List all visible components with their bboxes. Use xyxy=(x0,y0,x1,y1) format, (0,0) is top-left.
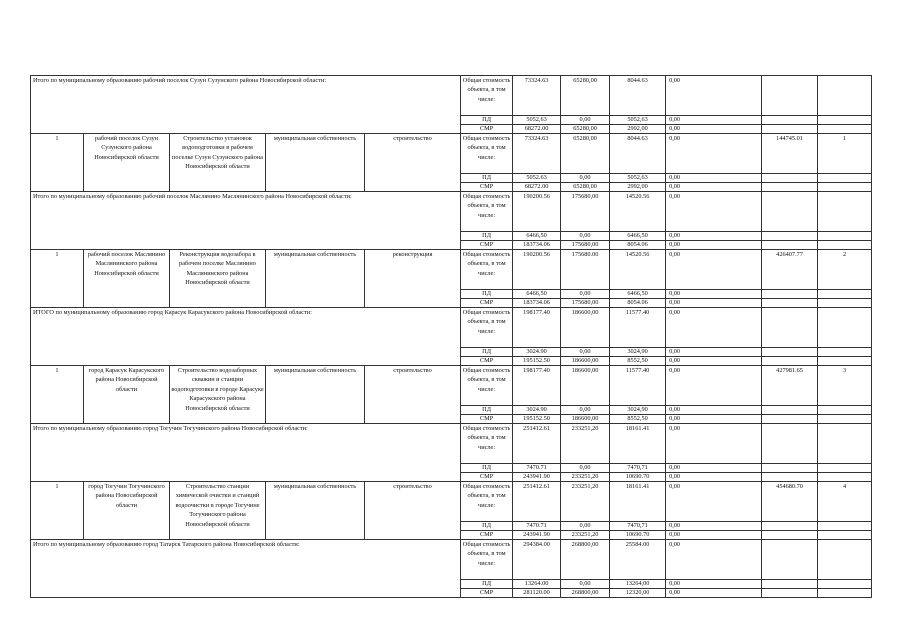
local-value: 0,00 xyxy=(666,464,762,473)
total-cost-value: 68272.00 xyxy=(513,183,561,192)
row-number: 1 xyxy=(31,134,84,192)
empty-cell xyxy=(818,406,872,415)
cost-type-label: ПД xyxy=(461,232,513,241)
empty-cell xyxy=(818,540,872,580)
regional-value: 8054.06 xyxy=(610,241,666,250)
cost-type-label: ПД xyxy=(461,522,513,531)
empty-cell xyxy=(762,116,818,125)
empty-cell xyxy=(818,183,872,192)
empty-cell xyxy=(818,464,872,473)
federal-value: 65280,00 xyxy=(561,125,610,134)
total-cost-value: 251412.61 xyxy=(513,424,561,464)
local-value: 0,00 xyxy=(666,125,762,134)
local-value: 0,00 xyxy=(666,232,762,241)
local-value: 0,00 xyxy=(666,308,762,348)
federal-value: 0,00 xyxy=(561,406,610,415)
local-value: 0,00 xyxy=(666,531,762,540)
local-value: 0,00 xyxy=(666,482,762,522)
row-number: 1 xyxy=(31,250,84,308)
empty-cell xyxy=(818,241,872,250)
work-type: реконструкция xyxy=(365,250,461,308)
empty-cell xyxy=(762,290,818,299)
cost-type-label: Общая стоимость объекта, в том числе: xyxy=(461,250,513,290)
local-value: 0,00 xyxy=(666,116,762,125)
local-value: 0,00 xyxy=(666,76,762,116)
cost-type-label: СМР xyxy=(461,125,513,134)
local-value: 0,00 xyxy=(666,366,762,406)
regional-value: 8552,50 xyxy=(610,415,666,424)
total-cost-value: 251412.61 xyxy=(513,482,561,522)
empty-cell xyxy=(818,308,872,348)
empty-cell xyxy=(818,192,872,232)
total-cost-value: 183734.06 xyxy=(513,299,561,308)
empty-cell xyxy=(762,406,818,415)
empty-cell xyxy=(762,299,818,308)
federal-value: 175680,00 xyxy=(561,192,610,232)
empty-cell xyxy=(818,125,872,134)
regional-value: 8044.63 xyxy=(610,134,666,174)
total-cost-value: 3024.90 xyxy=(513,348,561,357)
total-cost-value: 294384.00 xyxy=(513,540,561,580)
empty-cell xyxy=(818,348,872,357)
total-cost-value: 73324.63 xyxy=(513,76,561,116)
total-row xyxy=(31,540,872,580)
total-cost-value: 198177.40 xyxy=(513,308,561,348)
cost-type-label: ПД xyxy=(461,290,513,299)
local-value: 0,00 xyxy=(666,589,762,598)
total-cost-value: 195152.50 xyxy=(513,415,561,424)
regional-value: 8044.63 xyxy=(610,76,666,116)
empty-cell xyxy=(818,232,872,241)
object-description: Строительство установок водоподготовки в рабочем поселке Сузун Сузунского района Новосибирской области xyxy=(170,134,266,192)
work-type: строительство xyxy=(365,366,461,424)
regional-value: 25584.00 xyxy=(610,540,666,580)
object-description: Строительство станции химической очистки и станций водоочистки в городе Тогучине Тогучинского района Новосибирской области xyxy=(170,482,266,540)
row-number: 1 xyxy=(31,366,84,424)
empty-cell xyxy=(762,76,818,116)
object-row xyxy=(31,250,872,290)
regional-value: 6466,50 xyxy=(610,232,666,241)
cost-type-label: ПД xyxy=(461,174,513,183)
priority-order: 3 xyxy=(818,366,872,406)
local-value: 0,00 xyxy=(666,348,762,357)
federal-value: 233251,20 xyxy=(561,531,610,540)
regional-value: 10690.70 xyxy=(610,473,666,482)
municipal-total-label: Итого по муниципальному образованию рабочий поселок Сузун Сузунского района Новосибирской области: xyxy=(31,76,461,134)
total-cost-value: 183734.06 xyxy=(513,241,561,250)
capacity-value: 427981.65 xyxy=(762,366,818,406)
regional-value: 7470,71 xyxy=(610,522,666,531)
regional-value: 5052,63 xyxy=(610,116,666,125)
empty-cell xyxy=(818,299,872,308)
total-cost-value: 13264.00 xyxy=(513,580,561,589)
local-value: 0,00 xyxy=(666,473,762,482)
cost-type-label: Общая стоимость объекта, в том числе: xyxy=(461,308,513,348)
local-value: 0,00 xyxy=(666,357,762,366)
federal-value: 65280,00 xyxy=(561,134,610,174)
empty-cell xyxy=(818,473,872,482)
cost-type-label: СМР xyxy=(461,241,513,250)
cost-type-label: ПД xyxy=(461,116,513,125)
federal-value: 186600,00 xyxy=(561,357,610,366)
federal-value: 268800,00 xyxy=(561,540,610,580)
capacity-value: 454680.70 xyxy=(762,482,818,522)
total-cost-value: 73324.63 xyxy=(513,134,561,174)
empty-cell xyxy=(818,76,872,116)
work-type: строительство xyxy=(365,482,461,540)
total-cost-value: 190200.56 xyxy=(513,192,561,232)
regional-value: 8054.06 xyxy=(610,299,666,308)
federal-value: 175680,00 xyxy=(561,241,610,250)
empty-cell xyxy=(762,125,818,134)
federal-value: 268800,00 xyxy=(561,589,610,598)
total-cost-value: 190200.56 xyxy=(513,250,561,290)
local-value: 0,00 xyxy=(666,406,762,415)
total-cost-value: 7470.71 xyxy=(513,522,561,531)
regional-value: 14520.56 xyxy=(610,192,666,232)
regional-value: 14520.56 xyxy=(610,250,666,290)
cost-type-label: Общая стоимость объекта, в том числе: xyxy=(461,192,513,232)
table-body xyxy=(31,76,872,598)
regional-value: 8552,50 xyxy=(610,357,666,366)
federal-value: 0,00 xyxy=(561,580,610,589)
regional-value: 11577.40 xyxy=(610,308,666,348)
empty-cell xyxy=(762,589,818,598)
municipal-total-label: ИТОГО по муниципальному образованию город Карасук Карасукского района Новосибирской области: xyxy=(31,308,461,366)
ownership-type: муниципальная собственность xyxy=(266,134,365,192)
regional-value: 12320,00 xyxy=(610,589,666,598)
cost-type-label: ПД xyxy=(461,580,513,589)
empty-cell xyxy=(762,174,818,183)
local-value: 0,00 xyxy=(666,241,762,250)
total-row xyxy=(31,424,872,464)
regional-value: 13264,00 xyxy=(610,580,666,589)
object-row xyxy=(31,366,872,406)
empty-cell xyxy=(818,357,872,366)
total-row xyxy=(31,308,872,348)
ownership-type: муниципальная собственность xyxy=(266,250,365,308)
local-value: 0,00 xyxy=(666,299,762,308)
regional-value: 2992,00 xyxy=(610,183,666,192)
regional-value: 11577.40 xyxy=(610,366,666,406)
regional-value: 18161.41 xyxy=(610,482,666,522)
local-value: 0,00 xyxy=(666,250,762,290)
funding-table xyxy=(30,75,872,598)
cost-type-label: Общая стоимость объекта, в том числе: xyxy=(461,134,513,174)
federal-value: 0,00 xyxy=(561,232,610,241)
capacity-value: 144745.01 xyxy=(762,134,818,174)
total-cost-value: 7470.71 xyxy=(513,464,561,473)
empty-cell xyxy=(762,357,818,366)
cost-type-label: Общая стоимость объекта, в том числе: xyxy=(461,366,513,406)
total-cost-value: 6466,50 xyxy=(513,290,561,299)
cost-type-label: СМР xyxy=(461,357,513,366)
federal-value: 175680,00 xyxy=(561,299,610,308)
empty-cell xyxy=(818,116,872,125)
empty-cell xyxy=(762,522,818,531)
empty-cell xyxy=(818,522,872,531)
empty-cell xyxy=(762,540,818,580)
total-cost-value: 198177.40 xyxy=(513,366,561,406)
empty-cell xyxy=(818,589,872,598)
regional-value: 3024,90 xyxy=(610,406,666,415)
empty-cell xyxy=(762,308,818,348)
priority-order: 1 xyxy=(818,134,872,174)
municipal-total-label: Итого по муниципальному образованию город Татарск Татарского района Новосибирской области: xyxy=(31,540,461,598)
regional-value: 2992,00 xyxy=(610,125,666,134)
total-cost-value: 3024.90 xyxy=(513,406,561,415)
cost-type-label: ПД xyxy=(461,464,513,473)
federal-value: 186600,00 xyxy=(561,366,610,406)
object-description: Строительство водозаборных скважин и станции водоподготовки в городе Карасуке Карасукского района Новосибирской области xyxy=(170,366,266,424)
cost-type-label: ПД xyxy=(461,406,513,415)
object-row xyxy=(31,134,872,174)
local-value: 0,00 xyxy=(666,192,762,232)
local-value: 0,00 xyxy=(666,522,762,531)
total-row xyxy=(31,192,872,232)
total-cost-value: 243941.90 xyxy=(513,531,561,540)
ownership-type: муниципальная собственность xyxy=(266,482,365,540)
empty-cell xyxy=(762,348,818,357)
empty-cell xyxy=(762,531,818,540)
empty-cell xyxy=(818,290,872,299)
local-value: 0,00 xyxy=(666,580,762,589)
regional-value: 10690.70 xyxy=(610,531,666,540)
local-value: 0,00 xyxy=(666,540,762,580)
cost-type-label: Общая стоимость объекта, в том числе: xyxy=(461,482,513,522)
total-row xyxy=(31,76,872,116)
cost-type-label: СМР xyxy=(461,589,513,598)
municipality-name: рабочий поселок Сузун Сузунского района Новосибирской области xyxy=(84,134,170,192)
empty-cell xyxy=(762,241,818,250)
work-type: строительство xyxy=(365,134,461,192)
municipality-name: рабочий поселок Маслянино Маслянинского района Новосибирской области xyxy=(84,250,170,308)
cost-type-label: СМР xyxy=(461,415,513,424)
empty-cell xyxy=(762,464,818,473)
empty-cell xyxy=(762,232,818,241)
total-cost-value: 5052.63 xyxy=(513,174,561,183)
empty-cell xyxy=(818,424,872,464)
empty-cell xyxy=(762,580,818,589)
local-value: 0,00 xyxy=(666,183,762,192)
empty-cell xyxy=(762,415,818,424)
cost-type-label: Общая стоимость объекта, в том числе: xyxy=(461,76,513,116)
object-row xyxy=(31,482,872,522)
empty-cell xyxy=(762,473,818,482)
federal-value: 175680.00 xyxy=(561,250,610,290)
empty-cell xyxy=(818,415,872,424)
cost-type-label: СМР xyxy=(461,299,513,308)
federal-value: 186600,00 xyxy=(561,308,610,348)
municipal-total-label: Итого по муниципальному образованию город Тогучин Тогучинского района Новосибирской области: xyxy=(31,424,461,482)
local-value: 0,00 xyxy=(666,134,762,174)
federal-value: 233251,20 xyxy=(561,482,610,522)
federal-value: 0,00 xyxy=(561,464,610,473)
total-cost-value: 68272.00 xyxy=(513,125,561,134)
row-number: 1 xyxy=(31,482,84,540)
capacity-value: 426407.77 xyxy=(762,250,818,290)
federal-value: 0,00 xyxy=(561,348,610,357)
cost-type-label: СМР xyxy=(461,473,513,482)
federal-value: 0,00 xyxy=(561,116,610,125)
empty-cell xyxy=(818,174,872,183)
empty-cell xyxy=(762,424,818,464)
priority-order: 4 xyxy=(818,482,872,522)
municipality-name: город Тогучин Тогучинского района Новосибирской области xyxy=(84,482,170,540)
regional-value: 6466,50 xyxy=(610,290,666,299)
cost-type-label: Общая стоимость объекта, в том числе: xyxy=(461,540,513,580)
total-cost-value: 195152.50 xyxy=(513,357,561,366)
local-value: 0,00 xyxy=(666,424,762,464)
regional-value: 7470,71 xyxy=(610,464,666,473)
object-description: Реконструкция водозабора в рабочем поселке Маслянино Маслянинского района Новосибирской области xyxy=(170,250,266,308)
federal-value: 0,00 xyxy=(561,290,610,299)
empty-cell xyxy=(818,531,872,540)
total-cost-value: 281120.00 xyxy=(513,589,561,598)
federal-value: 65280,00 xyxy=(561,183,610,192)
local-value: 0,00 xyxy=(666,415,762,424)
cost-type-label: Общая стоимость объекта, в том числе: xyxy=(461,424,513,464)
total-cost-value: 243941.90 xyxy=(513,473,561,482)
cost-type-label: СМР xyxy=(461,183,513,192)
regional-value: 3024,90 xyxy=(610,348,666,357)
regional-value: 18161.41 xyxy=(610,424,666,464)
municipal-total-label: Итого по муниципальному образованию рабочий поселок Маслянино Маслянинского района Новосибирской области: xyxy=(31,192,461,250)
priority-order: 2 xyxy=(818,250,872,290)
federal-value: 186600,00 xyxy=(561,415,610,424)
total-cost-value: 5052,63 xyxy=(513,116,561,125)
empty-cell xyxy=(818,580,872,589)
ownership-type: муниципальная собственность xyxy=(266,366,365,424)
federal-value: 233251,20 xyxy=(561,424,610,464)
local-value: 0,00 xyxy=(666,174,762,183)
cost-type-label: ПД xyxy=(461,348,513,357)
empty-cell xyxy=(762,183,818,192)
municipality-name: город Карасук Карасукского района Новосибирской области xyxy=(84,366,170,424)
empty-cell xyxy=(762,192,818,232)
federal-value: 0,00 xyxy=(561,174,610,183)
federal-value: 65280,00 xyxy=(561,76,610,116)
federal-value: 233251,20 xyxy=(561,473,610,482)
cost-type-label: СМР xyxy=(461,531,513,540)
federal-value: 0,00 xyxy=(561,522,610,531)
local-value: 0,00 xyxy=(666,290,762,299)
total-cost-value: 6466,50 xyxy=(513,232,561,241)
regional-value: 5052,63 xyxy=(610,174,666,183)
